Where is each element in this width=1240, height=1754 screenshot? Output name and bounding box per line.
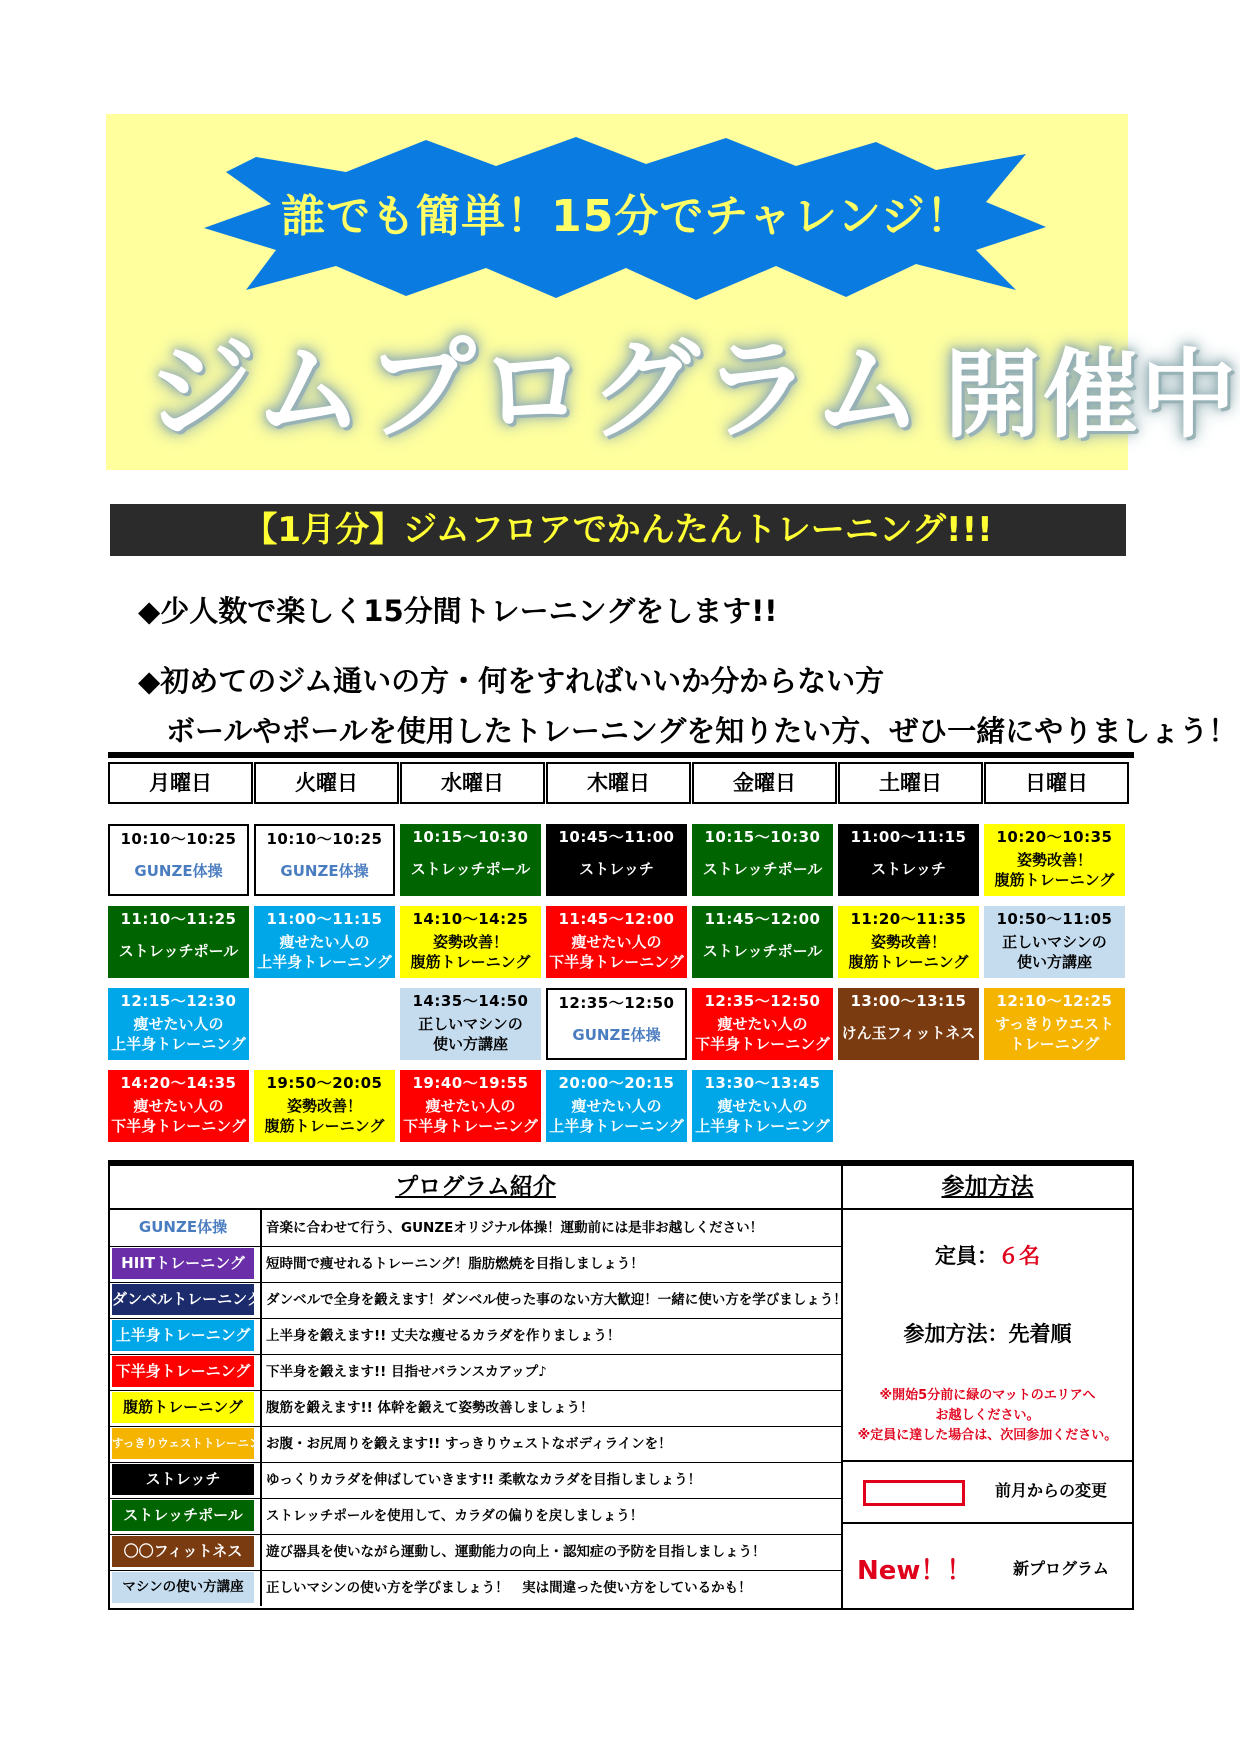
intro-desc: 正しいマシンの使い方を学びましょう！ 実は間違った使い方をしているかも！ xyxy=(260,1570,846,1606)
slot-program-line1: 痩せたい人の xyxy=(133,1097,224,1115)
capacity-number: ６名 xyxy=(998,1244,1040,1268)
slot-time: 19:40～19:55 xyxy=(412,1074,529,1092)
slot-fri-1[interactable] xyxy=(692,824,833,896)
month-banner: 【1月分】ジムフロアでかんたんトレーニング!!! xyxy=(110,504,1126,556)
intro-desc: 音楽に合わせて行う、GUNZEオリジナル体操！運動前には是非お越しください！ xyxy=(260,1210,846,1246)
bullet-3: ボールやポールを使用したトレーニングを知りたい方、ぜひ一緒にやりましょう！ xyxy=(166,714,1238,748)
slot-mon-1[interactable] xyxy=(108,824,249,896)
join-details xyxy=(843,1210,1132,1462)
intro-desc: 腹筋を鍛えます!! 体幹を鍛えて姿勢改善しましょう！ xyxy=(260,1390,846,1426)
slot-time: 10:10～10:25 xyxy=(120,830,237,848)
intro-desc: 上半身を鍛えます!! 丈夫な痩せるカラダを作りましょう！ xyxy=(260,1318,846,1354)
tag-upper: 上半身トレーニング xyxy=(112,1320,254,1351)
legend-new-label: 新プログラム xyxy=(1013,1559,1109,1578)
slot-program-line1: 痩せたい人の xyxy=(717,1015,808,1033)
program-intro-heading: プログラム紹介 xyxy=(110,1166,841,1210)
slot-time: 10:20～10:35 xyxy=(996,828,1113,846)
slot-program: ストレッチ xyxy=(871,860,946,878)
intro-desc: ダンベルで全身を鍛えます！ダンベル使った事のない方大歓迎！一緒に使い方を学びましょう！ xyxy=(260,1282,846,1318)
day-mon: 月曜日 xyxy=(108,762,253,804)
slot-time: 20:00～20:15 xyxy=(558,1074,675,1092)
how-to-join-panel xyxy=(843,1166,1134,1610)
slot-sun-3[interactable] xyxy=(984,988,1125,1060)
slot-program: GUNZE体操 xyxy=(572,1026,661,1044)
slot-program-line1: 痩せたい人の xyxy=(133,1015,224,1033)
intro-row-machine xyxy=(110,1570,841,1606)
info-section xyxy=(108,1160,1134,1610)
slot-program-line1: 痩せたい人の xyxy=(425,1097,516,1115)
intro-desc: 遊び器具を使いながら運動し、運動能力の向上・認知症の予防を目指しましょう！ xyxy=(260,1534,846,1570)
tag-stretchpole: ストレッチポール xyxy=(112,1500,254,1531)
intro-row-stretchpole xyxy=(110,1498,841,1535)
slot-program-line2: 腹筋トレーニング xyxy=(994,871,1115,889)
day-wed: 水曜日 xyxy=(400,762,545,804)
note-line-3: ※定員に達した場合は、次回参加ください。 xyxy=(857,1428,1118,1443)
intro-desc: ゆっくりカラダを伸ばしていきます!! 柔軟なカラダを目指しましょう！ xyxy=(260,1462,846,1498)
slot-wed-4[interactable] xyxy=(400,1070,541,1142)
slot-sun-2[interactable] xyxy=(984,906,1125,978)
schedule-grid xyxy=(108,824,1134,1144)
slot-program: ストレッチポール xyxy=(702,942,823,960)
slot-program-line2: 上半身トレーニング xyxy=(257,953,392,971)
slot-program: ストレッチポール xyxy=(702,860,823,878)
slot-program-line1: 姿勢改善！ xyxy=(870,933,946,951)
slot-time: 19:50～20:05 xyxy=(266,1074,383,1092)
slot-fri-3[interactable] xyxy=(692,988,833,1060)
slot-program-line1: 正しいマシンの xyxy=(418,1015,523,1033)
slot-program-line1: 痩せたい人の xyxy=(279,933,370,951)
slot-fri-4[interactable] xyxy=(692,1070,833,1142)
slot-time: 13:00～13:15 xyxy=(850,992,967,1010)
slot-program-line2: 使い方講座 xyxy=(432,1035,508,1053)
day-sat: 土曜日 xyxy=(838,762,983,804)
intro-row-stretch xyxy=(110,1462,841,1499)
tag-dumbbell: ダンベルトレーニング xyxy=(112,1284,254,1315)
slot-program-line1: 姿勢改善！ xyxy=(1016,851,1092,869)
main-title xyxy=(146,302,1239,460)
legend-new xyxy=(843,1524,1132,1604)
slot-wed-1[interactable] xyxy=(400,824,541,896)
day-tue: 火曜日 xyxy=(254,762,399,804)
slot-time: 14:20～14:35 xyxy=(120,1074,237,1092)
slot-program-line2: 上半身トレーニング xyxy=(549,1117,684,1135)
slot-program-line2: 腹筋トレーニング xyxy=(848,953,969,971)
tag-stretch: ストレッチ xyxy=(112,1464,254,1495)
tag-fitness: 〇〇フィットネス xyxy=(112,1536,254,1567)
slot-time: 14:35～14:50 xyxy=(412,992,529,1010)
new-mark: New！！ xyxy=(857,1556,973,1586)
slot-time: 13:30～13:45 xyxy=(704,1074,821,1092)
legend-change-label: 前月からの変更 xyxy=(995,1481,1108,1500)
join-method: 参加方法：先着順 xyxy=(903,1322,1072,1346)
slot-wed-3[interactable] xyxy=(400,988,541,1060)
slot-sun-1[interactable] xyxy=(984,824,1125,896)
slot-program-line2: 腹筋トレーニング xyxy=(264,1117,385,1135)
slot-fri-2[interactable] xyxy=(692,906,833,978)
schedule-top-rule xyxy=(108,752,1134,758)
join-note xyxy=(843,1386,1132,1446)
slot-time: 10:50～11:05 xyxy=(996,910,1113,928)
intro-desc: 短時間で痩せれるトレーニング！脂肪燃焼を目指しましょう！ xyxy=(260,1246,846,1282)
tag-lower: 下半身トレーニング xyxy=(112,1356,254,1387)
legend-change xyxy=(843,1466,1132,1524)
slot-program-line1: すっきりウエスト xyxy=(994,1015,1115,1033)
slot-time: 10:45～11:00 xyxy=(558,828,675,846)
slot-time: 12:35～12:50 xyxy=(704,992,821,1010)
slot-program: GUNZE体操 xyxy=(134,862,223,880)
slot-thu-2[interactable] xyxy=(546,906,687,978)
slot-time: 11:10～11:25 xyxy=(120,910,237,928)
intro-row-lower xyxy=(110,1354,841,1391)
slot-program: GUNZE体操 xyxy=(280,862,369,880)
slot-mon-2[interactable] xyxy=(108,906,249,978)
slot-time: 12:35～12:50 xyxy=(558,994,675,1012)
slot-time: 11:00～11:15 xyxy=(850,828,967,846)
intro-row-fitness xyxy=(110,1534,841,1571)
slot-program-line1: 姿勢改善！ xyxy=(286,1097,362,1115)
slot-program-line1: 痩せたい人の xyxy=(571,1097,662,1115)
bullet-1: ◆少人数で楽しく15分間トレーニングをします!! xyxy=(138,594,778,628)
slot-time: 11:45～12:00 xyxy=(704,910,821,928)
slot-time: 12:10～12:25 xyxy=(996,992,1113,1010)
title-now-open: 開催中 xyxy=(944,339,1239,451)
slot-thu-3[interactable] xyxy=(546,988,687,1060)
slot-time: 11:20～11:35 xyxy=(850,910,967,928)
slot-thu-4[interactable] xyxy=(546,1070,687,1142)
slot-time: 10:10～10:25 xyxy=(266,830,383,848)
slot-sat-2[interactable] xyxy=(838,906,979,978)
slot-program-line2: 上半身トレーニング xyxy=(111,1035,246,1053)
slot-program-line2: 腹筋トレーニング xyxy=(410,953,531,971)
tag-gunze: GUNZE体操 xyxy=(112,1212,254,1243)
slot-wed-2[interactable] xyxy=(400,906,541,978)
intro-desc: お腹・お尻周りを鍛えます!! すっきりウェストなボディラインを！ xyxy=(260,1426,846,1462)
slot-thu-1[interactable] xyxy=(546,824,687,896)
slot-program-line2: 上半身トレーニング xyxy=(695,1117,830,1135)
hero-panel xyxy=(106,114,1239,470)
capacity xyxy=(843,1240,1132,1270)
tag-waist: すっきりウェストトレーニング xyxy=(112,1428,254,1459)
slot-program: ストレッチポール xyxy=(410,860,531,878)
intro-row-upper xyxy=(110,1318,841,1355)
slot-time: 11:00～11:15 xyxy=(266,910,383,928)
slot-program: ストレッチ xyxy=(579,860,654,878)
slot-program-line1: 痩せたい人の xyxy=(717,1097,808,1115)
slot-program-line2: 下半身トレーニング xyxy=(403,1117,538,1135)
slot-program-line1: 姿勢改善！ xyxy=(432,933,508,951)
slot-program-line2: 下半身トレーニング xyxy=(549,953,684,971)
slot-program-line1: 正しいマシンの xyxy=(1002,933,1107,951)
catch-copy: 誰でも簡単！15分でチャレンジ！ xyxy=(281,191,971,242)
intro-row-dumbbell xyxy=(110,1282,847,1319)
intro-row-hiit xyxy=(110,1246,841,1283)
intro-row-abs xyxy=(110,1390,841,1427)
day-sun: 日曜日 xyxy=(984,762,1129,804)
slot-program-line2: トレーニング xyxy=(1009,1035,1100,1053)
bullet-list xyxy=(138,586,1238,756)
note-line-2: お越しください。 xyxy=(935,1408,1040,1423)
note-line-1: ※開始5分前に緑のマットのエリアへ xyxy=(879,1388,1096,1403)
slot-program: けん玉フィットネス xyxy=(841,1024,976,1042)
slot-program-line2: 使い方講座 xyxy=(1016,953,1092,971)
slot-tue-3[interactable] xyxy=(254,1070,395,1142)
capacity-label: 定員： xyxy=(935,1244,998,1268)
intro-row-gunze xyxy=(110,1210,841,1247)
slot-time: 10:15～10:30 xyxy=(412,828,529,846)
slot-time: 12:15～12:30 xyxy=(120,992,237,1010)
tag-machine: マシンの使い方講座 xyxy=(112,1572,254,1603)
program-intro-table xyxy=(108,1166,847,1610)
slot-time: 14:10～14:25 xyxy=(412,910,529,928)
slot-program-line2: 下半身トレーニング xyxy=(111,1117,246,1135)
slot-sat-1[interactable] xyxy=(838,824,979,896)
tag-hiit: HIITトレーニング xyxy=(112,1248,254,1279)
intro-desc: ストレッチポールを使用して、カラダの偏りを戻しましょう！ xyxy=(260,1498,846,1534)
red-outline-swatch xyxy=(863,1480,965,1506)
intro-row-waist xyxy=(110,1426,841,1463)
intro-desc: 下半身を鍛えます!! 目指せバランスカアップ♪ xyxy=(260,1354,846,1390)
slot-tue-2[interactable] xyxy=(254,906,395,978)
slot-mon-4[interactable] xyxy=(108,1070,249,1142)
slot-program: ストレッチポール xyxy=(118,942,239,960)
slot-time: 11:45～12:00 xyxy=(558,910,675,928)
slot-program-line1: 痩せたい人の xyxy=(571,933,662,951)
bullet-2: ◆初めてのジム通いの方・何をすればいいか分からない方 xyxy=(138,664,885,698)
how-to-join-heading: 参加方法 xyxy=(843,1166,1132,1210)
day-thu: 木曜日 xyxy=(546,762,691,804)
day-fri: 金曜日 xyxy=(692,762,837,804)
weekday-header xyxy=(108,762,1134,804)
slot-time: 10:15～10:30 xyxy=(704,828,821,846)
slot-tue-1[interactable] xyxy=(254,824,395,896)
slot-sat-3[interactable] xyxy=(838,988,979,1060)
slot-program-line2: 下半身トレーニング xyxy=(695,1035,830,1053)
tag-abs: 腹筋トレーニング xyxy=(112,1392,254,1423)
slot-mon-3[interactable] xyxy=(108,988,249,1060)
title-gym-program: ジムプログラム xyxy=(146,326,925,454)
